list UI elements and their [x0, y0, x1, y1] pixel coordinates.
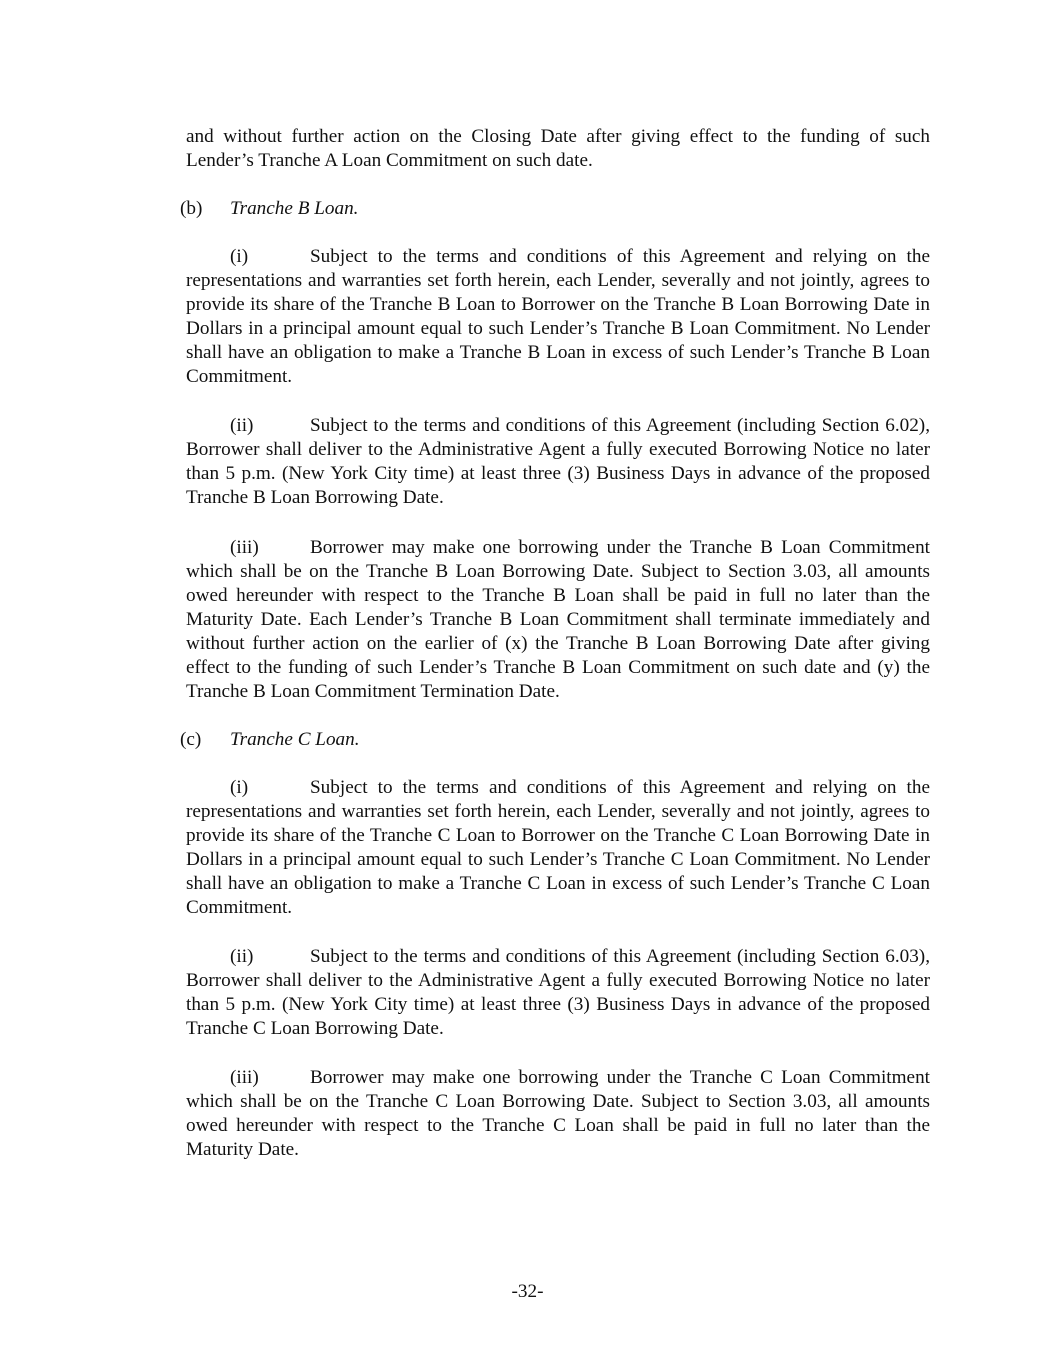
item-marker: (ii)	[230, 946, 254, 967]
item-marker: (i)	[230, 777, 249, 798]
continuation-paragraph: and without further action on the Closing Date after giving effect to the funding of such Lender’s Tranche A Loan Commitment on such date.	[186, 126, 930, 171]
section-b-title: Tranche B Loan.	[230, 198, 359, 219]
page-number: -32-	[511, 1281, 544, 1302]
section-c-item-ii	[186, 945, 930, 1041]
section-b-item-iii	[186, 536, 930, 704]
section-b-heading	[180, 197, 358, 221]
item-text: Borrower may make one borrowing under the Tranche B Loan Commitment which shall be on the Tranche B Loan Borrowing Date. Subject to Section 3.03, all amounts owed hereunder with respect to the Tranche B Loan shall be paid in full no later than the Maturity Date. Each Lender’s Tranche B Loan Commitment shall terminate immediately and without further action on the earlier of (x) the Tranche B Loan Borrowing Date after giving effect to the funding of such Lender’s Tranche B Loan Commitment on such date and (y) the Tranche B Loan Commitment Termination Date.	[186, 537, 930, 702]
item-marker: (iii)	[230, 1067, 259, 1088]
item-text: Subject to the terms and conditions of this Agreement and relying on the representations and warranties set forth herein, each Lender, severally and not jointly, agrees to provide its share of the Tranche C Loan to Borrower on the Tranche C Loan Borrowing Date in Dollars in a principal amount equal to such Lender’s Tranche C Loan Commitment. No Lender shall have an obligation to make a Tranche C Loan in excess of such Lender’s Tranche C Loan Commitment.	[186, 777, 930, 918]
item-text: Borrower may make one borrowing under the Tranche C Loan Commitment which shall be on the Tranche C Loan Borrowing Date. Subject to Section 3.03, all amounts owed hereunder with respect to the Tranche C Loan shall be paid in full no later than the Maturity Date.	[186, 1067, 930, 1160]
item-text: Subject to the terms and conditions of this Agreement (including Section 6.02), Borrower shall deliver to the Administrative Agent a fully executed Borrowing Notice no later than 5 p.m. (New York City time) at least three (3) Business Days in advance of the proposed Tranche B Loan Borrowing Date.	[186, 415, 930, 508]
section-b-marker: (b)	[180, 198, 203, 219]
section-c-item-i	[186, 776, 930, 920]
item-marker: (iii)	[230, 537, 259, 558]
section-c-title: Tranche C Loan.	[230, 729, 360, 750]
section-c-heading	[180, 728, 360, 752]
section-c-marker: (c)	[180, 729, 202, 750]
item-marker: (i)	[230, 246, 249, 267]
section-b-item-i	[186, 245, 930, 389]
item-text: Subject to the terms and conditions of this Agreement and relying on the representations and warranties set forth herein, each Lender, severally and not jointly, agrees to provide its share of the Tranche B Loan to Borrower on the Tranche B Loan Borrowing Date in Dollars in a principal amount equal to such Lender’s Tranche B Loan Commitment. No Lender shall have an obligation to make a Tranche B Loan in excess of such Lender’s Tranche B Loan Commitment.	[186, 246, 930, 387]
section-b-item-ii	[186, 414, 930, 510]
item-text: Subject to the terms and conditions of this Agreement (including Section 6.03), Borrower shall deliver to the Administrative Agent a fully executed Borrowing Notice no later than 5 p.m. (New York City time) at least three (3) Business Days in advance of the proposed Tranche C Loan Borrowing Date.	[186, 946, 930, 1039]
item-marker: (ii)	[230, 415, 254, 436]
section-c-item-iii	[186, 1066, 930, 1162]
